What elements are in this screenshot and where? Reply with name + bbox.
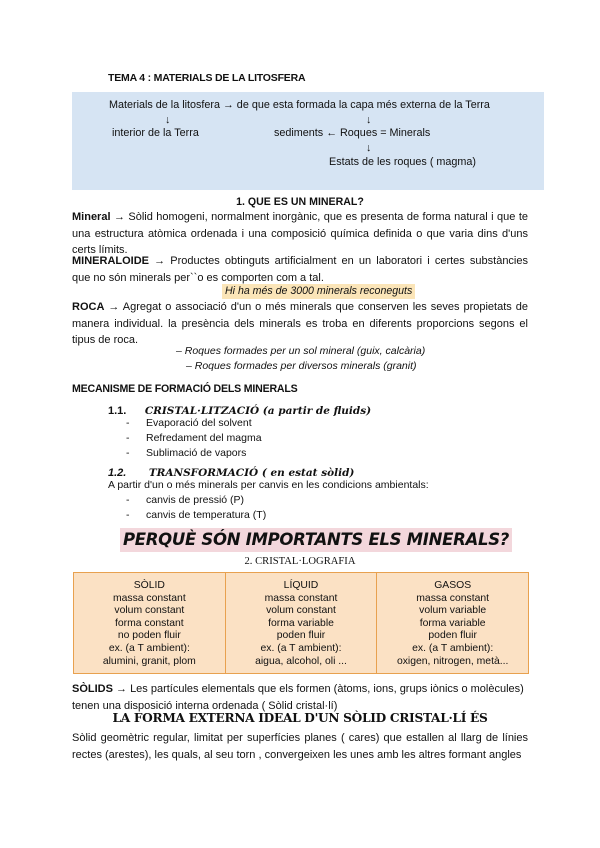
- roca-text: → Agregat o associació d'un o més minerals que conserven les seves propietats de manera individual. la presència dels minerals es troba en diferents proporcions segons el tipus de roca.: [72, 301, 528, 346]
- table-cell: volum constant: [114, 605, 185, 617]
- sub-2-title: TRANSFORMACIÓ ( en estat sòlid): [148, 467, 355, 479]
- solids-term: SÒLIDS: [72, 683, 113, 695]
- table-cell: forma variable: [268, 617, 334, 629]
- mineral-term: Mineral: [72, 211, 111, 223]
- table-cell: GASOS: [434, 580, 472, 591]
- table-cell: forma variable: [419, 617, 486, 629]
- diagram-line-1: Materials de la litosfera → de que esta formada la capa més externa de la Terra: [109, 99, 490, 111]
- section-1-heading: 1. QUE ES UN MINERAL?: [236, 196, 364, 208]
- solids-definition: [72, 681, 528, 714]
- solid-column: [74, 573, 226, 673]
- diagram-interior: interior de la Terra: [112, 127, 199, 139]
- table-cell: ex. (a T ambient):: [412, 642, 494, 654]
- sub-2-number: 1.2.: [108, 467, 127, 479]
- diagram-arrow-bottom: ↓: [366, 142, 372, 154]
- roca-type-2: – Roques formades per diversos minerals (granit): [186, 360, 417, 372]
- states-table: [73, 572, 529, 674]
- table-cell: aigua, alcohol, oli ...: [255, 655, 347, 667]
- table-cell: poden fluir: [276, 630, 326, 642]
- table-cell: LÍQUID: [283, 580, 319, 591]
- diagram-arrow-left: ↓: [165, 114, 171, 126]
- table-cell: ex. (a T ambient):: [108, 642, 190, 654]
- liquid-column: [226, 573, 378, 673]
- important-minerals-title: PERQUÈ SÓN IMPORTANTS ELS MINERALS?: [120, 528, 512, 552]
- diagram-estats: Estats de les roques ( magma): [329, 156, 477, 168]
- table-cell: oxigen, nitrogen, metà...: [396, 655, 509, 667]
- table-cell: poden fluir: [428, 630, 477, 642]
- highlight-note: Hi ha més de 3000 minerals reconeguts: [222, 284, 415, 299]
- sub-1-number: 1.1.: [108, 405, 127, 417]
- list-item: - Refredament del magma: [126, 432, 262, 444]
- list-item: - Evaporació del solvent: [126, 417, 252, 429]
- table-cell: ex. (a T ambient):: [260, 642, 342, 654]
- table-cell: no poden fluir: [117, 630, 181, 642]
- section-2-heading: 2. CRISTAL·LOGRAFIA: [244, 556, 356, 567]
- table-cell: massa constant: [264, 592, 338, 604]
- mineral-text: → Sòlid homogeni, normalment inorgànic, que es presenta de forma natural i que te una estructura atòmica ordenada i una composició química definida o que varia dins d'uns certs límits.: [72, 211, 528, 256]
- roca-type-1: – Roques formades per un sol mineral (guix, calcària): [176, 345, 426, 357]
- document-title: TEMA 4 : MATERIALS DE LA LITOSFERA: [108, 72, 306, 84]
- table-cell: forma constant: [114, 617, 184, 629]
- table-cell: massa constant: [416, 592, 490, 604]
- table-cell: massa constant: [112, 592, 186, 604]
- list-item: - canvis de pressió (P): [126, 494, 245, 506]
- mineral-definition: [72, 209, 528, 259]
- mineraloide-definition: [72, 253, 528, 286]
- list-item: - canvis de temperatura (T): [126, 509, 267, 521]
- diagram-arrow-right: ↓: [366, 114, 372, 126]
- roca-term: ROCA: [72, 301, 105, 313]
- gas-column: [377, 573, 528, 673]
- table-cell: alumini, granit, plom: [102, 655, 196, 667]
- ideal-form-title: LA FORMA EXTERNA IDEAL D'UN SÒLID CRISTAL·LÍ ÉS: [112, 711, 488, 725]
- diagram-sediments: sediments ← Roques = Minerals: [274, 127, 431, 139]
- table-cell: volum variable: [419, 605, 487, 617]
- table-cell: volum constant: [266, 605, 336, 617]
- roca-definition: [72, 299, 528, 349]
- mineraloide-term: MINERALOIDE: [72, 255, 149, 267]
- solids-text: → Les partícules elementals que els formen (àtoms, ions, grups iònics o molècules) tenen una disposició interna ordenada ( Sòlid cristal·lí): [72, 683, 524, 712]
- sub-2-intro: A partir d'un o més minerals per canvis en les condicions ambientals:: [108, 479, 429, 491]
- litosfera-diagram: [72, 92, 544, 190]
- list-item: - Sublimació de vapors: [126, 447, 247, 459]
- mecanisme-heading: MECANISME DE FORMACIÓ DELS MINERALS: [72, 383, 298, 395]
- ideal-form-text: Sòlid geomètric regular, limitat per superfícies planes ( cares) que estallen al llarg de línies rectes (arestes), les quals, al seu torn , convergeixen les unes amb les altres formant angles: [72, 732, 528, 761]
- mineraloide-text: → Productes obtinguts artificialment en un laboratori i certes substàncies que no són minerals per``o es comporten com a tal.: [72, 255, 528, 284]
- table-cell: SÒLID: [133, 580, 165, 591]
- sub-1-title: CRISTAL·LITZACIÓ (a partir de fluids): [144, 405, 372, 417]
